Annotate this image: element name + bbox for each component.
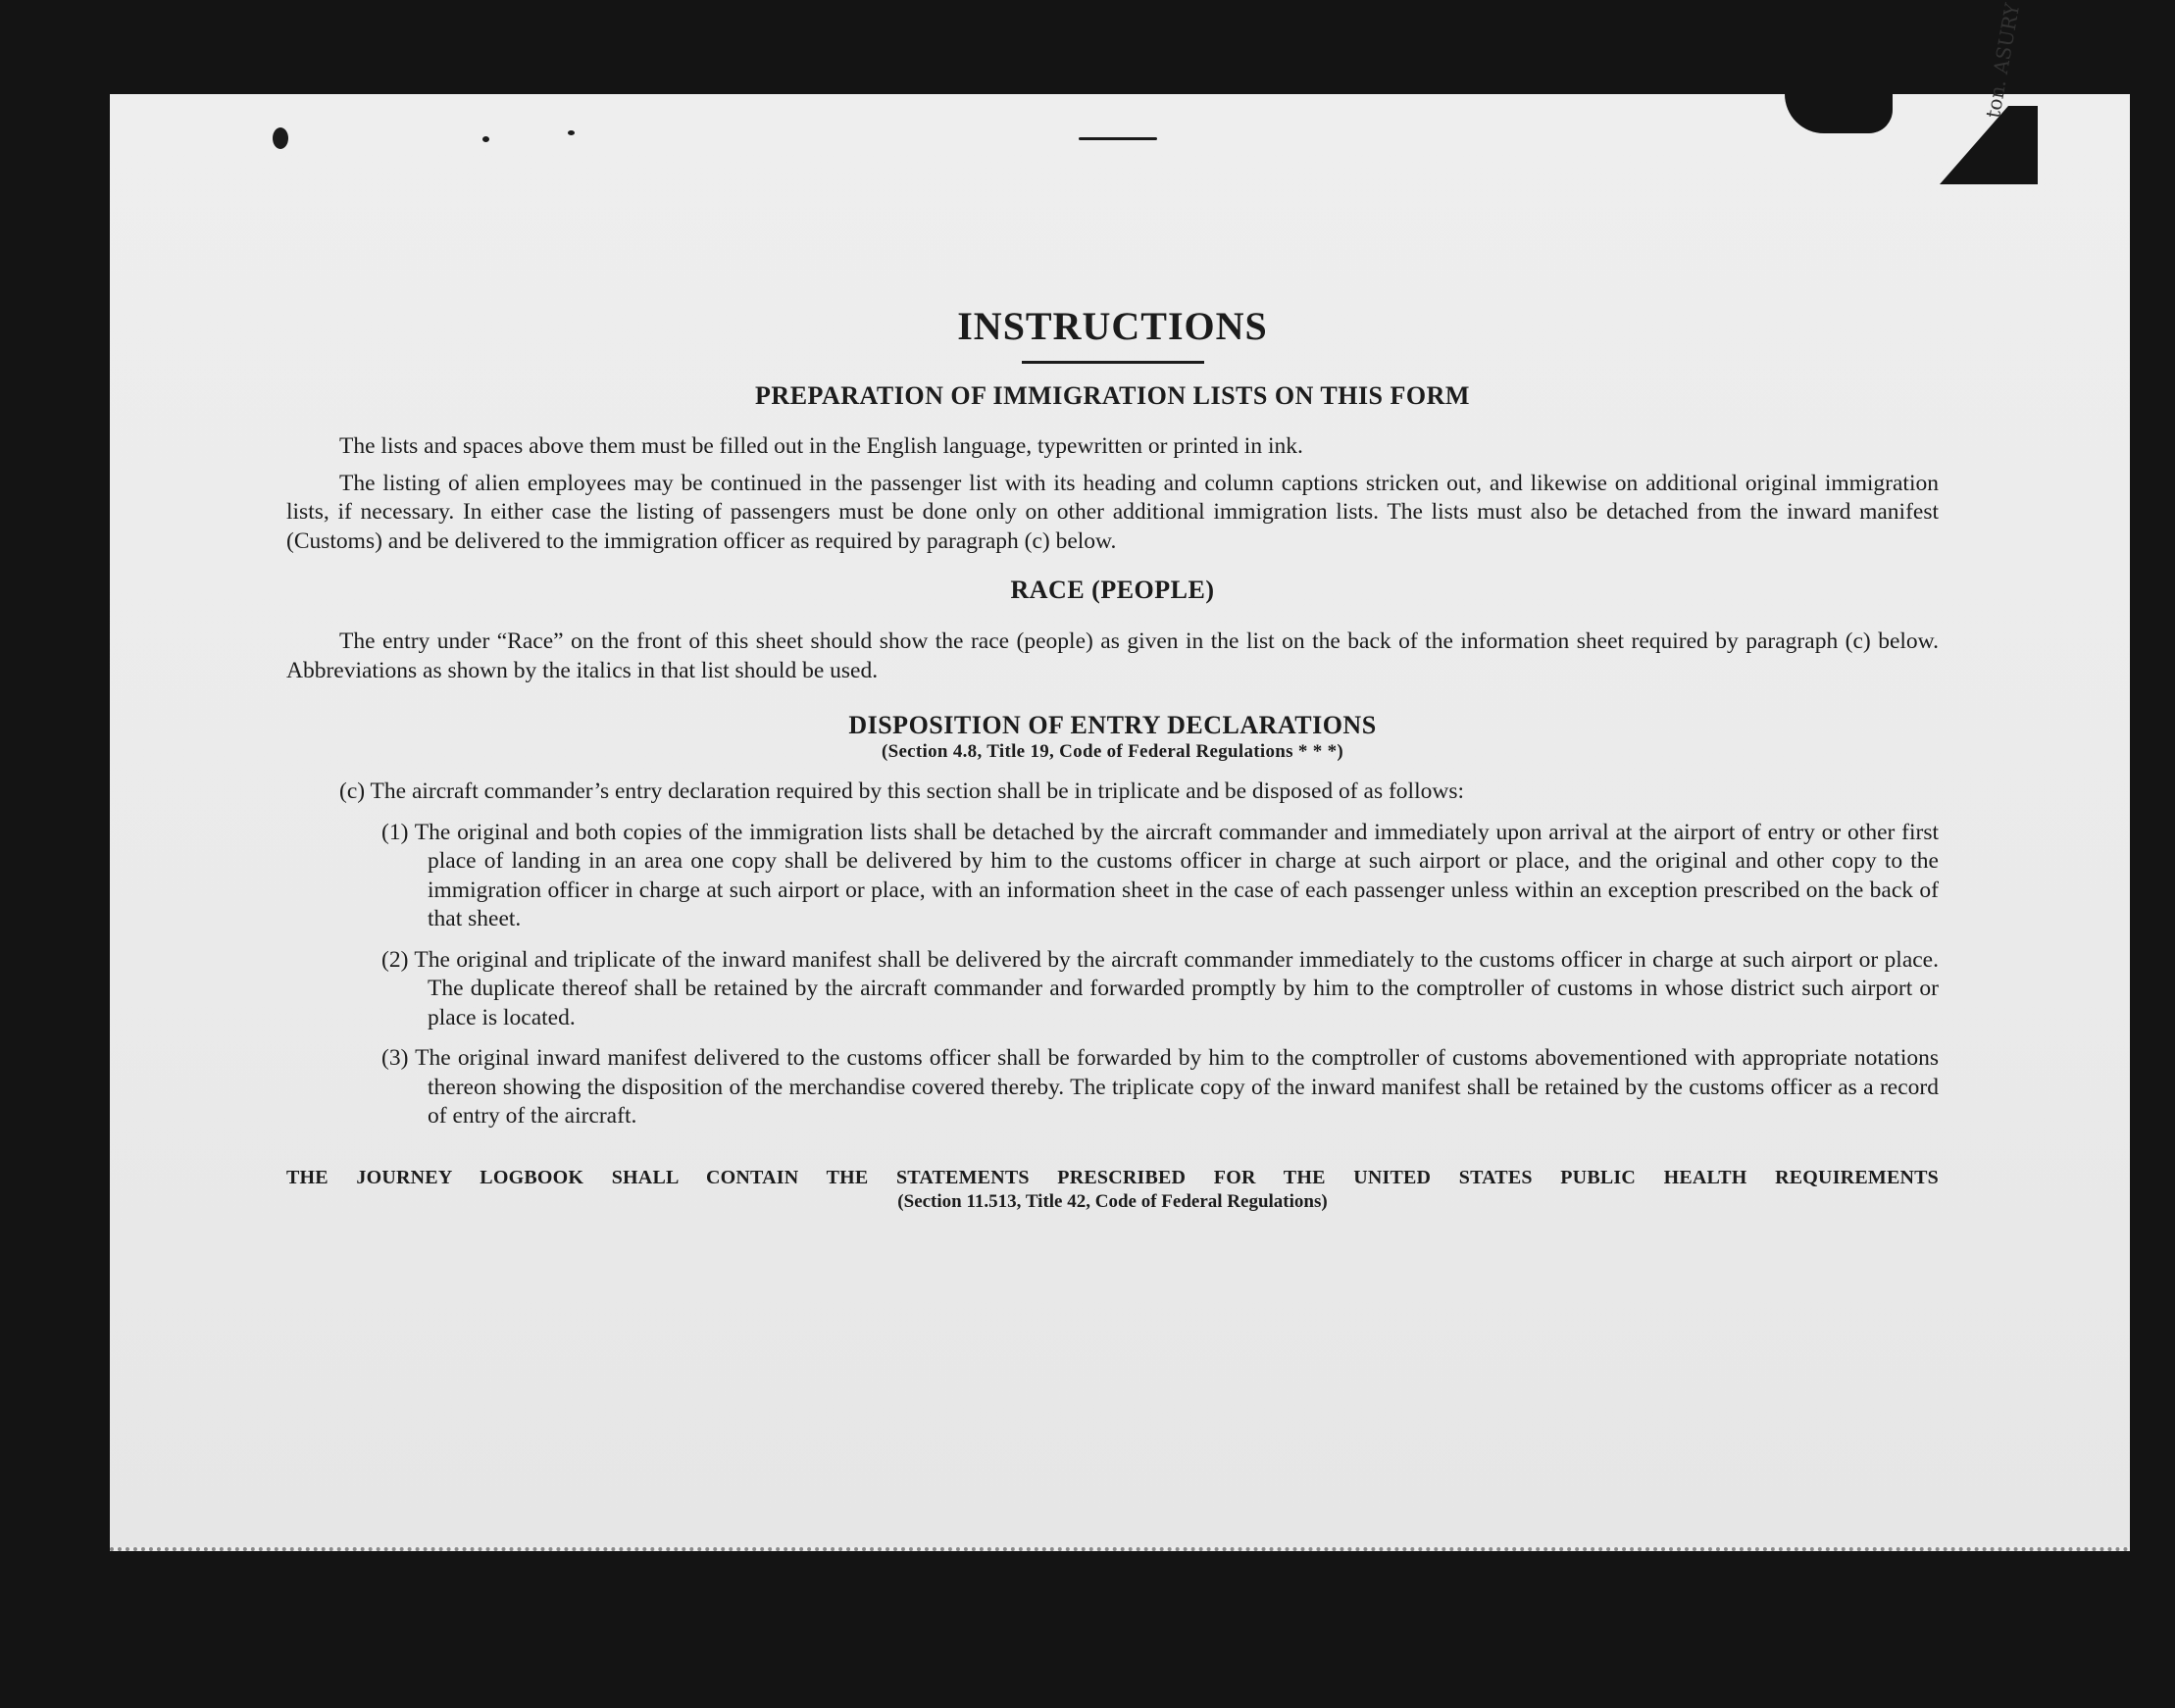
disposition-lead: (c) The aircraft commander’s entry declaration required by this section shall be in triplicate and be disposed of as follows: xyxy=(339,779,1464,804)
disposition-item-3: (3) The original inward manifest delivered to the customs officer shall be forwarded by him to the comptroller of customs abovementioned with appropriate notations thereon showing the disposition of the merchandise covered thereby. The triplicate copy of the inward manifest shall be retained by the customs officer as a record of entry of the aircraft. xyxy=(381,1045,1939,1129)
health-requirements-citation: (Section 11.513, Title 42, Code of Federal Regulations) xyxy=(897,1190,1328,1212)
preparation-heading: PREPARATION OF IMMIGRATION LISTS ON THIS FORM xyxy=(755,381,1470,410)
ink-mark xyxy=(482,136,489,142)
disposition-item-2: (2) The original and triplicate of the inward manifest shall be delivered by the aircraft commander immediately to the customs officer in charge at such airport or place. The duplicate thereof shall be retained by the aircraft commander and forwarded promptly by him to the comptroller of customs in whose district such airport or place is located. xyxy=(381,946,1939,1030)
ink-mark xyxy=(1079,137,1157,140)
disposition-citation: (Section 4.8, Title 19, Code of Federal Regulations * * *) xyxy=(881,741,1344,762)
preparation-paragraph-1: The lists and spaces above them must be filled out in the English language, typewritten or printed in ink. xyxy=(339,433,1303,459)
ink-mark xyxy=(273,127,288,149)
torn-corner xyxy=(1940,106,2038,184)
ink-mark xyxy=(568,130,575,135)
disposition-heading: DISPOSITION OF ENTRY DECLARATIONS xyxy=(848,711,1377,739)
race-paragraph: The entry under “Race” on the front of this sheet should show the race (people) as given in the list on the back of the information sheet required by paragraph (c) below. Abbreviations as shown by the italics in that list should be used. xyxy=(286,628,1939,683)
disposition-item-1: (1) The original and both copies of the immigration lists shall be detached by the aircraft commander and immediately upon arrival at the airport of entry or other first place of landing in an area one copy shall be delivered by him to the customs officer in charge at such airport or place, and the original and other copy to the immigration officer in charge at such airport or place, with an information sheet in the case of each passenger unless within an exception prescribed on the back of that sheet. xyxy=(381,819,1939,931)
title-divider xyxy=(1022,361,1204,364)
stamp-fragment: ton. ASURY xyxy=(1981,1,2025,121)
document-body xyxy=(286,294,1939,1214)
race-heading: RACE (PEOPLE) xyxy=(1010,576,1215,604)
health-requirements-heading: THE JOURNEY LOGBOOK SHALL CONTAIN THE STATEMENTS PRESCRIBED FOR THE UNITED STATES PUBLIC HEALTH REQUIREMENTS xyxy=(286,1166,1939,1188)
document-title: INSTRUCTIONS xyxy=(957,304,1268,348)
preparation-paragraph-2: The listing of alien employees may be continued in the passenger list with its heading and column captions stricken out, and likewise on additional original immigration lists, if necessary. In either case the listing of passengers must be done only on other additional immigration lists. The lists must also be detached from the inward manifest (Customs) and be delivered to the immigration officer as required by paragraph (c) below. xyxy=(286,470,1939,554)
